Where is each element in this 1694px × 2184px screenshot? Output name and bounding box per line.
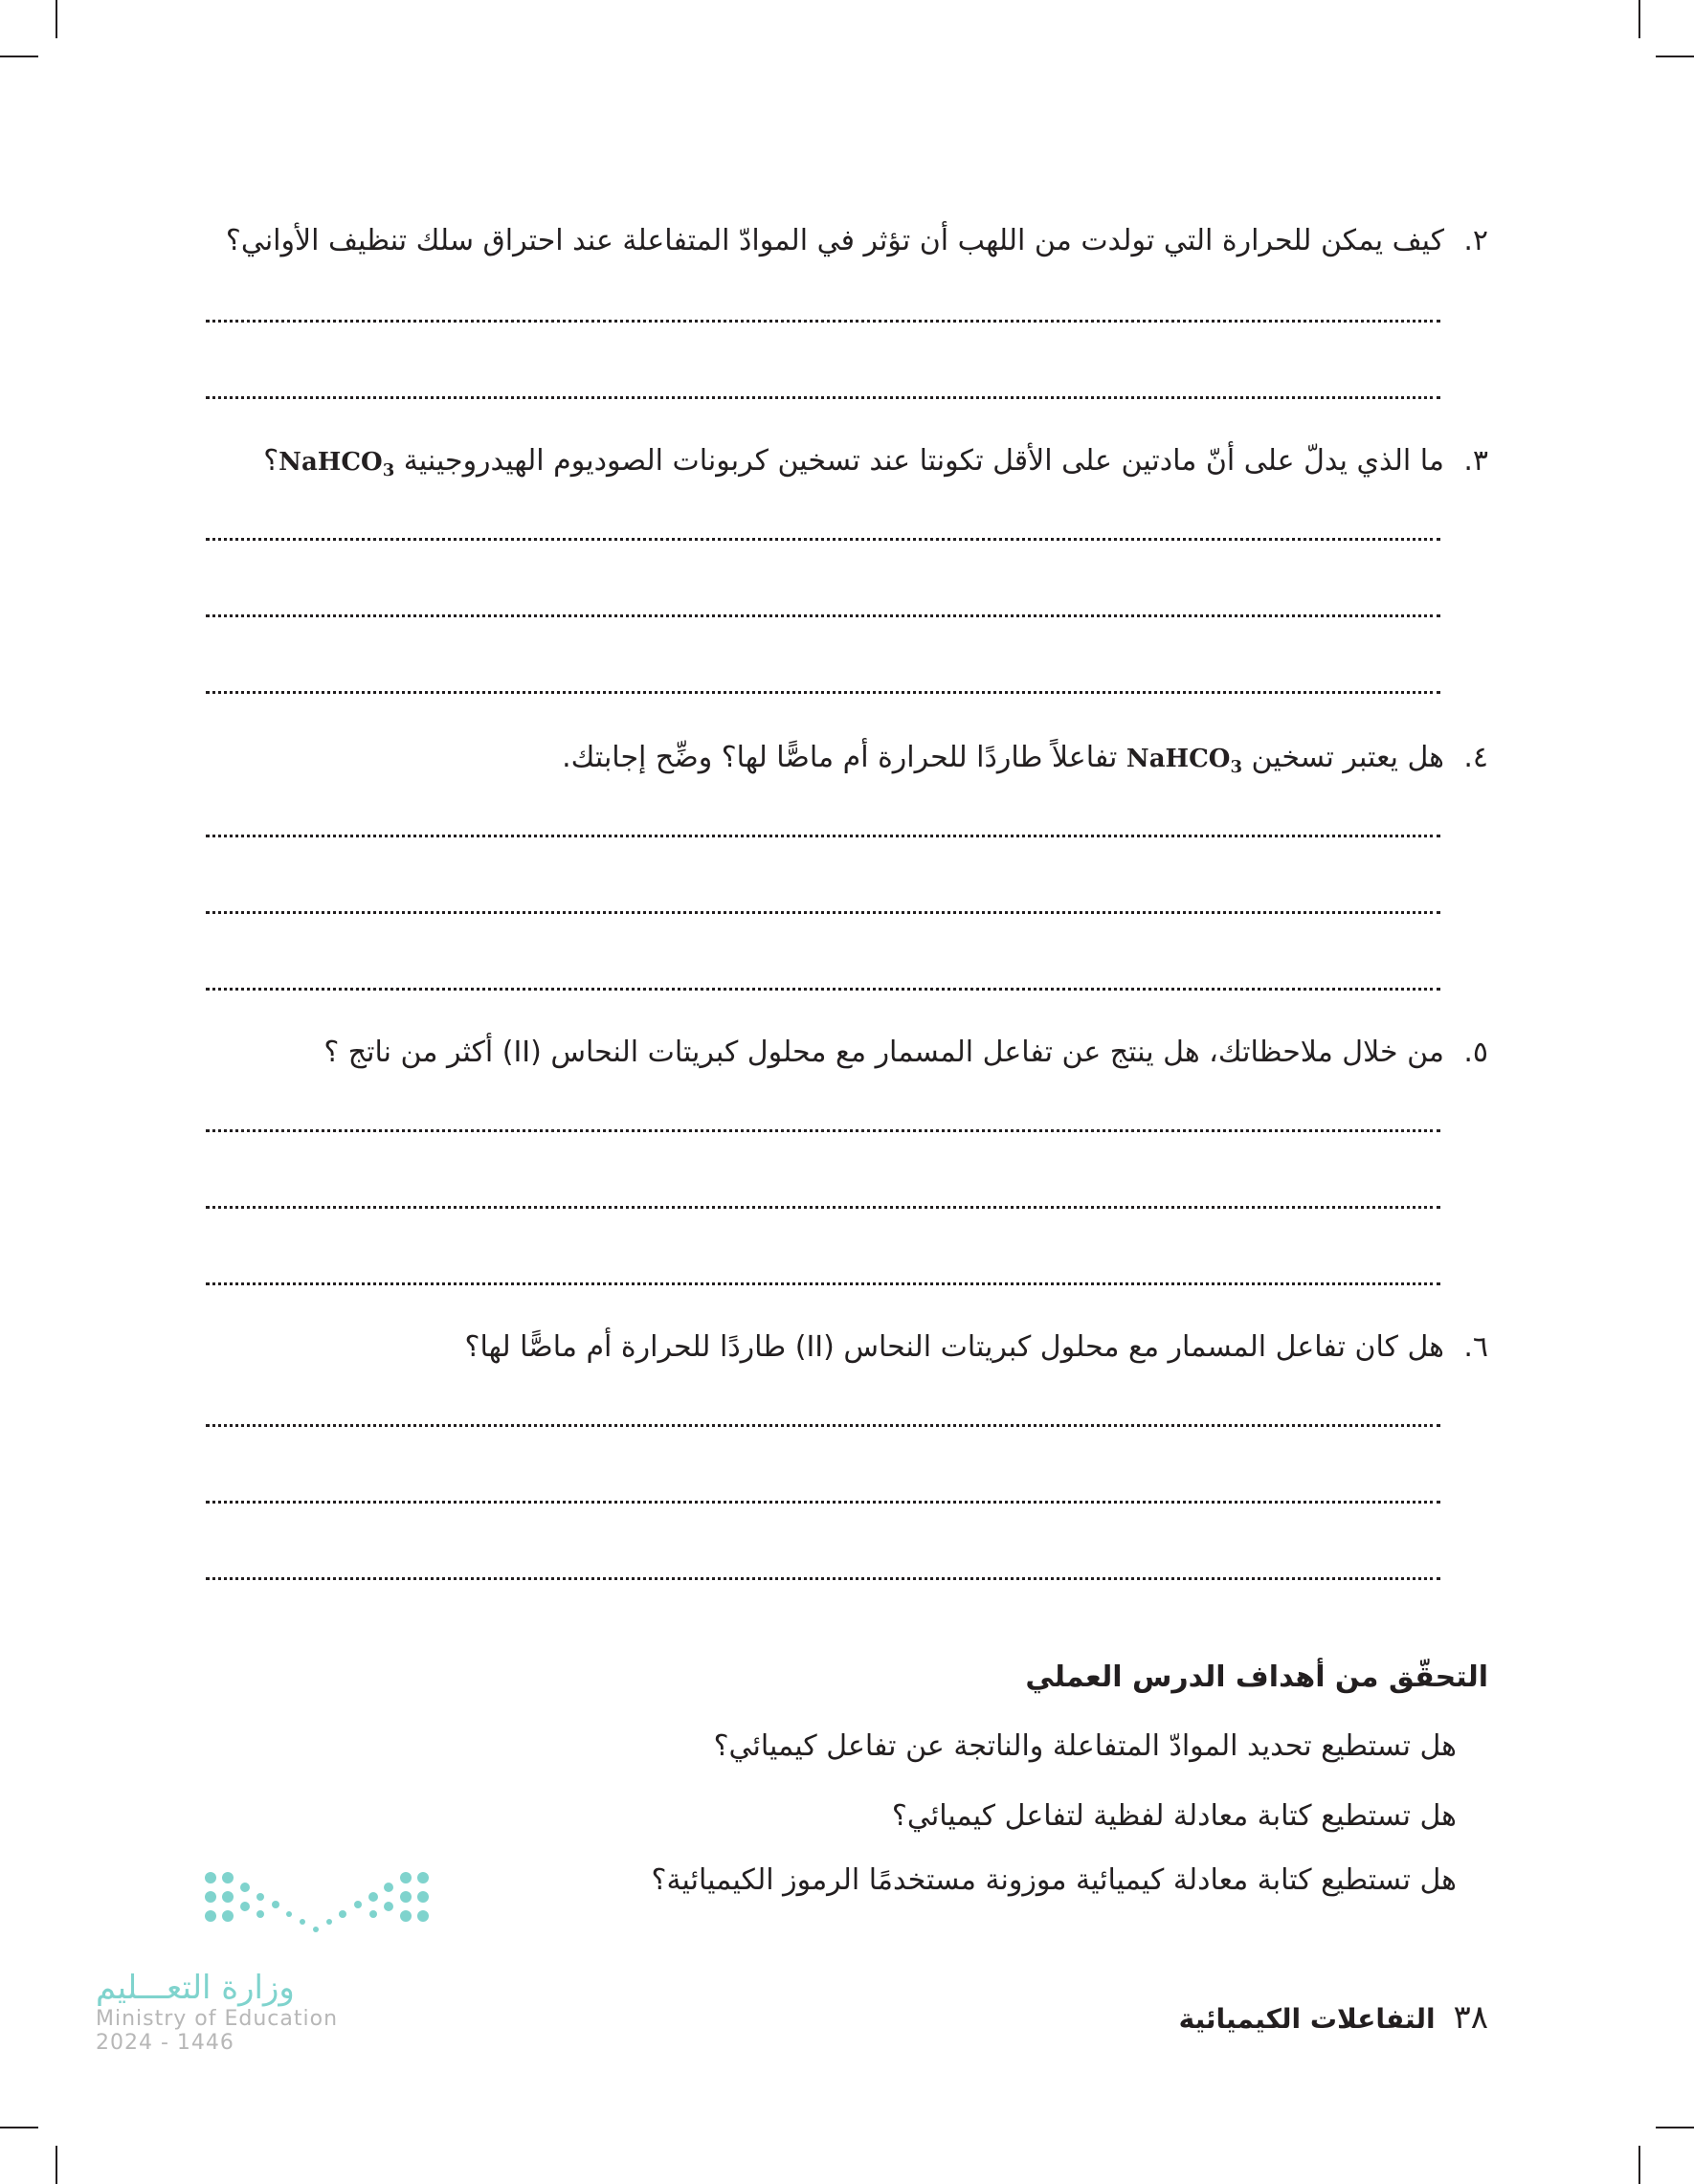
question-5 xyxy=(191,1034,1488,1072)
logo-year-text: 2024 - 1446 xyxy=(96,2031,234,2055)
question-4 xyxy=(191,739,1488,787)
chemical-formula: NaHCO$_3$ xyxy=(279,448,395,481)
answer-line[interactable] xyxy=(206,538,1440,541)
question-2 xyxy=(191,222,1488,260)
answer-line[interactable] xyxy=(206,614,1440,617)
question-text-continued: تفاعلاً طاردًا للحرارة أم ماصًّا لها؟ وضِّح إجابتك. xyxy=(562,741,1118,774)
question-number: ٤. xyxy=(1463,741,1488,774)
answer-line[interactable] xyxy=(206,1129,1440,1132)
answer-line[interactable] xyxy=(206,1282,1440,1285)
answer-line[interactable] xyxy=(206,396,1440,399)
crop-mark xyxy=(1638,0,1640,38)
crop-mark xyxy=(1656,56,1694,57)
question-number: ٦. xyxy=(1463,1330,1488,1364)
page-number: ٣٨ xyxy=(1453,1998,1488,2037)
question-text: ما الذي يدلّ على أنّ مادتين على الأقل تكونتا عند تسخين كربونات الصوديوم الهيدروجينية xyxy=(403,444,1444,478)
chemical-formula: NaHCO$_3$ xyxy=(1126,745,1242,778)
answer-line[interactable] xyxy=(206,1424,1440,1427)
check-item: هل تستطيع كتابة معادلة كيميائية موزونة مستخدمًا الرموز الكيميائية؟ xyxy=(651,1863,1457,1897)
ministry-logo xyxy=(96,1866,345,2055)
crop-mark xyxy=(56,2146,57,2184)
answer-line[interactable] xyxy=(206,988,1440,991)
crop-mark xyxy=(1638,2146,1640,2184)
section-title: التحقّق من أهداف الدرس العملي xyxy=(1025,1660,1488,1694)
question-3 xyxy=(191,442,1488,490)
question-text: من خلال ملاحظاتك، هل ينتج عن تفاعل المسمار مع محلول كبريتات النحاس (II) أكثر من ناتج ؟ xyxy=(323,1036,1444,1069)
answer-line[interactable] xyxy=(206,691,1440,694)
answer-line[interactable] xyxy=(206,911,1440,914)
question-text: هل يعتبر تسخين xyxy=(1251,741,1444,774)
answer-line[interactable] xyxy=(206,1206,1440,1209)
chapter-title: التفاعلات الكيميائية xyxy=(1178,2003,1436,2035)
question-6 xyxy=(191,1328,1488,1367)
crop-mark xyxy=(0,2127,38,2128)
crop-mark xyxy=(56,0,57,38)
logo-english-text: Ministry of Education xyxy=(96,2007,339,2031)
logo-arabic-text: وزارة التعـــليم xyxy=(96,1969,295,2007)
answer-line[interactable] xyxy=(206,835,1440,837)
page-footer xyxy=(1179,1998,1488,2037)
question-text: كيف يمكن للحرارة التي تولدت من اللهب أن تؤثر في الموادّ المتفاعلة عند احتراق سلك تنظيف الأواني؟ xyxy=(225,224,1444,257)
answer-line[interactable] xyxy=(206,1577,1440,1580)
check-item: هل تستطيع تحديد الموادّ المتفاعلة والناتجة عن تفاعل كيميائي؟ xyxy=(713,1729,1457,1763)
check-item: هل تستطيع كتابة معادلة لفظية لتفاعل كيميائي؟ xyxy=(891,1799,1457,1833)
crop-mark xyxy=(1656,2127,1694,2128)
question-number: ٢. xyxy=(1463,224,1488,257)
question-number: ٥. xyxy=(1463,1036,1488,1069)
answer-line[interactable] xyxy=(206,1501,1440,1504)
question-text: هل كان تفاعل المسمار مع محلول كبريتات النحاس (II) طاردًا للحرارة أم ماصًّا لها؟ xyxy=(464,1330,1444,1364)
logo-dots-icon xyxy=(201,1866,565,1957)
question-number: ٣. xyxy=(1463,444,1488,478)
crop-mark xyxy=(0,56,38,57)
answer-line[interactable] xyxy=(206,320,1440,323)
question-mark: ؟ xyxy=(263,444,279,478)
